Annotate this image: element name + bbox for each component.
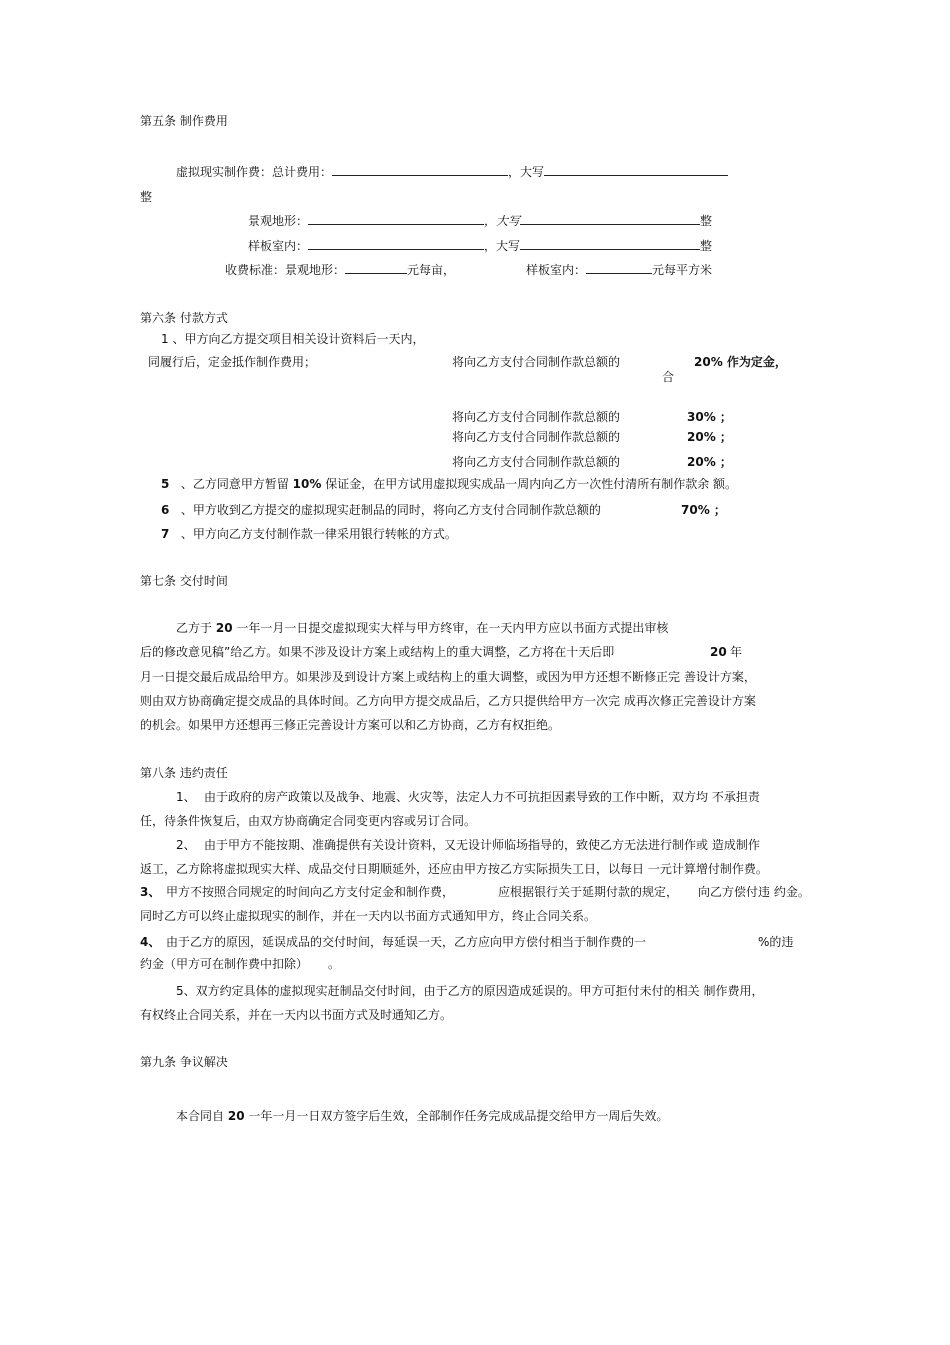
breach-item-1-a: 由于政府的房产政策以及战争、地震、火灾等，法定人力不可抗拒因素导致的工作中断，双方均 不承担责: [204, 790, 760, 804]
breach-item-3-d: 同时乙方可以终止虚拟现实的制作，并在一天内以书面方式通知甲方，终止合同关系。: [140, 909, 597, 923]
item7-text: 、甲方向乙方支付制作款一律采用银行转帐的方式。: [180, 527, 457, 541]
landscape-blank[interactable]: [308, 214, 484, 225]
delivery-p5: 的机会。如果甲方还想再三修正完善设计方案可以和乙方协商，乙方有权拒绝。: [140, 718, 561, 732]
landscape-line: [248, 214, 712, 228]
breach-item-1-b: 任，待条件恢复后，由双方协商确定合同变更内容或另订合同。: [140, 814, 477, 828]
item6-num: 6: [161, 503, 170, 517]
item5-pct: 10%: [292, 477, 322, 491]
delivery-p3: 月一日提交最后成品给甲方。如果涉及到设计方案上或结构上的重大调整，或因为甲方还想不断修正完 善设计方案，: [140, 670, 756, 684]
landscape-end: 整: [700, 214, 713, 228]
breach-item-5-b: 有权终止合同关系，并在一天内以书面方式及时通知乙方。: [140, 1008, 453, 1022]
payment-line-2: 同履行后，定金抵作制作费用；: [148, 355, 317, 369]
interior-end: 整: [700, 239, 713, 253]
delivery-p4: 则由双方协商确定提交成品的具体时间。乙方向甲方提交成品后，乙方只提供给甲方一次完 成再次修正完善设计方案: [140, 694, 756, 708]
delivery-p1-pre: 乙方于: [176, 621, 213, 635]
payment-item-1: 1 、甲方向乙方提交项目相关设计资料后一天内，: [161, 332, 425, 346]
fee-unit1: 元每亩，: [407, 263, 456, 277]
article5-heading: 第五条 制作费用: [140, 114, 228, 128]
item5-num: 5: [161, 477, 170, 491]
delivery-p2-year-label: 年: [730, 645, 743, 659]
dispute-p1: [176, 1109, 668, 1123]
dispute-p1-pre: 本合同自: [176, 1109, 225, 1123]
payment-he: 合: [662, 370, 675, 384]
item5-rest: 保证金，在甲方试用虚拟现实成品一周内向乙方一次性付清所有制作款余 额。: [325, 477, 738, 491]
fee-interior-blank[interactable]: [586, 263, 652, 274]
breach-item-2-a: 由于甲方不能按期、准确提供有关设计资料，又无设计师临场指导的，致使乙方无法进行制作或 造成制作: [204, 838, 760, 852]
vr-fee-blank[interactable]: [332, 165, 508, 176]
payment-pct-20-b: 20% ；: [687, 430, 732, 444]
vr-fee-line: [176, 165, 728, 179]
payment-text-3: 将向乙方支付合同制作款总额的: [452, 430, 621, 444]
breach-item-5-a: 5、双方约定具体的虚拟现实赶制品交付时间，由于乙方的原因造成延误的。甲方可拒付未付的相关 制作费用，: [176, 984, 764, 998]
vr-fee-capital-blank[interactable]: [544, 165, 728, 176]
breach-item-3-c: 向乙方偿付违 约金。: [698, 885, 810, 899]
landscape-label: 景观地形：: [248, 214, 309, 228]
interior-blank[interactable]: [308, 239, 484, 250]
delivery-p2-year: 20: [710, 645, 727, 659]
payment-item-5: [161, 477, 737, 491]
breach-item-4-a: 由于乙方的原因，延误成品的交付时间，每延误一天，乙方应向甲方偿付相当于制作费的一: [166, 935, 647, 949]
payment-pct-30: 30% ；: [687, 410, 732, 424]
fee-unit2: 元每平方米: [652, 263, 713, 277]
article6-heading: 第六条 付款方式: [140, 311, 228, 325]
landscape-capital-blank[interactable]: [520, 214, 700, 225]
article9-heading: 第九条 争议解决: [140, 1055, 228, 1069]
breach-item-4-num: 4、: [140, 935, 161, 949]
dispute-p1-rest: 一年一月一日双方签字后生效，全部制作任务完成成品提交给甲方一周后失效。: [248, 1109, 669, 1123]
breach-item-3-num: 3、: [140, 885, 161, 899]
breach-item-4-b: 约金（甲方可在制作费中扣除）: [140, 957, 309, 971]
fee-standard-line: [225, 263, 455, 277]
item7-num: 7: [161, 527, 170, 541]
breach-item-2-b: 返工，乙方除将虚拟现实大样、成品交付日期顺延外，还应由甲方按乙方实际损失工日，以每日 一元计算增付制作费。: [140, 862, 768, 876]
interior-mid: ，大写: [484, 239, 521, 253]
item6-text: 、甲方收到乙方提交的虚拟现实赶制品的同时，将向乙方支付合同制作款总额的: [180, 503, 601, 517]
article8-heading: 第八条 违约责任: [140, 766, 228, 780]
fee-label: 收费标准：景观地形：: [225, 263, 346, 277]
item5-text: 、乙方同意甲方暂留: [180, 477, 289, 491]
fee-interior-line: [526, 263, 712, 277]
dispute-p1-year: 20: [227, 1109, 245, 1123]
interior-capital-blank[interactable]: [520, 239, 700, 250]
delivery-p1: [176, 621, 668, 635]
interior-line: [248, 239, 712, 253]
delivery-p2: 后的修改意见稿”给乙方。如果不涉及设计方案上或结构上的重大调整，乙方将在十天后即: [140, 645, 615, 659]
breach-item-4-dot: 。: [328, 957, 341, 971]
payment-text-2: 将向乙方支付合同制作款总额的: [452, 410, 621, 424]
breach-item-4-pct: %的违: [758, 935, 794, 949]
article7-heading: 第七条 交付时间: [140, 574, 228, 588]
fee-interior-label: 样板室内：: [526, 263, 587, 277]
item6-pct: 70% ；: [681, 503, 726, 517]
vr-fee-end: 整: [140, 190, 153, 204]
interior-label: 样板室内：: [248, 239, 309, 253]
delivery-p1-year: 20: [215, 621, 233, 635]
vr-fee-mid: ，大写: [508, 165, 545, 179]
landscape-mid: ，大写: [484, 214, 521, 228]
vr-fee-label: 虚拟现实制作费：总计费用：: [176, 165, 333, 179]
delivery-p1-rest: 一年一月一日提交虚拟现实大样与甲方终审，在一天内甲方应以书面方式提出审核: [236, 621, 669, 635]
payment-item-7: [161, 527, 457, 541]
payment-item-6: [161, 503, 601, 517]
payment-text-1: 将向乙方支付合同制作款总额的: [452, 355, 621, 369]
payment-text-4: 将向乙方支付合同制作款总额的: [452, 455, 621, 469]
breach-item-2-num: 2、: [176, 838, 196, 852]
payment-pct-20-c: 20% ；: [687, 455, 732, 469]
breach-item-3-a: 甲方不按照合同规定的时间向乙方支付定金和制作费，: [166, 885, 455, 899]
breach-item-3-b: 应根据银行关于延期付款的规定，: [498, 885, 679, 899]
payment-pct-deposit: 20% 作为定金，: [694, 355, 787, 369]
fee-landscape-blank[interactable]: [345, 263, 407, 274]
breach-item-1-num: 1、: [176, 790, 196, 804]
